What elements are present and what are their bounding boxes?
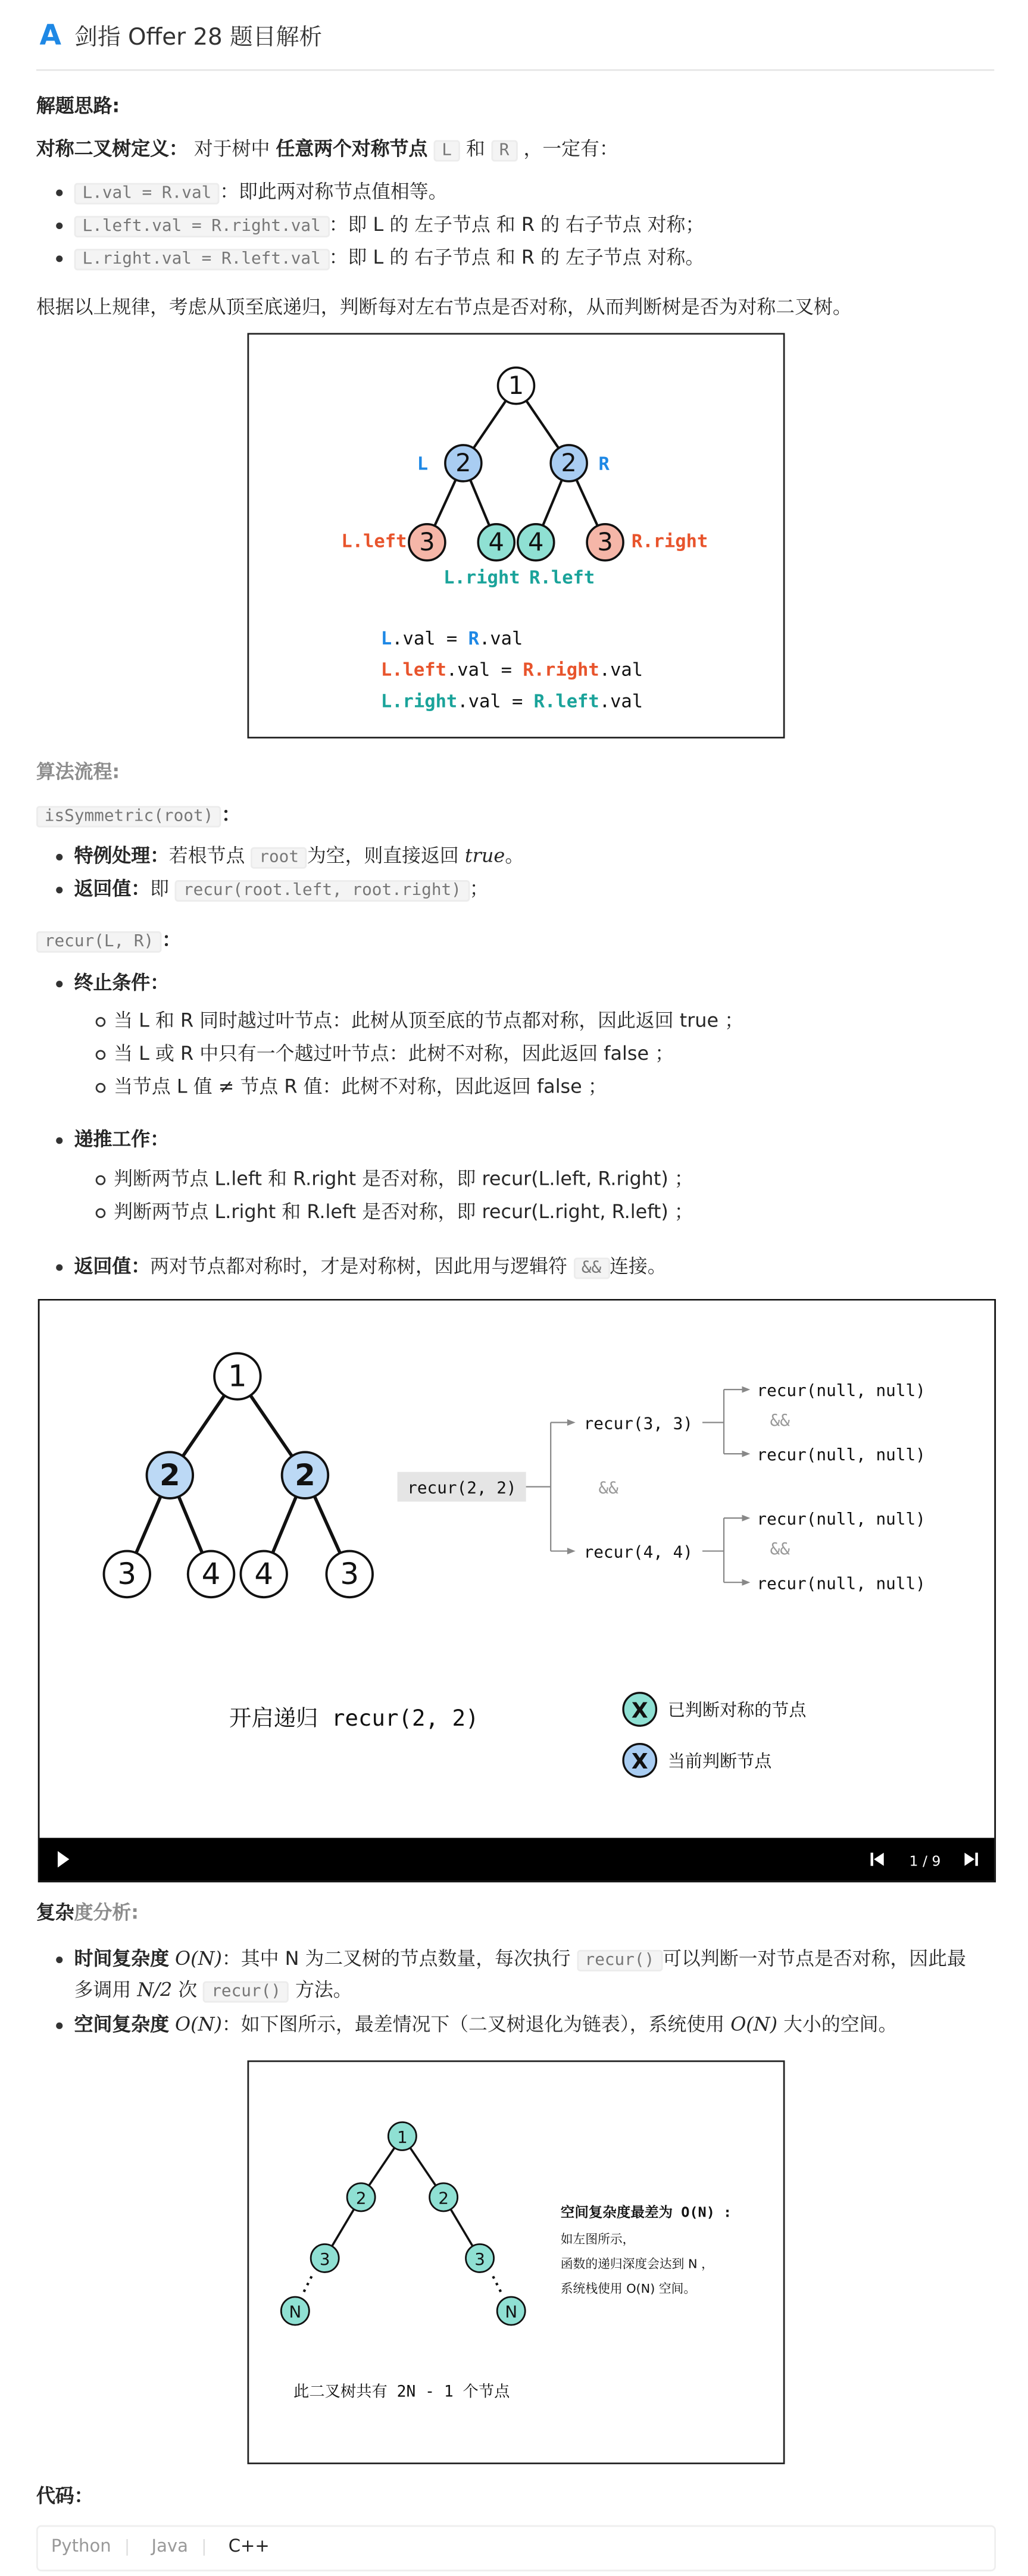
note-line: 系统栈使用 O(N) 空间。 [560, 2281, 696, 2296]
section-heading-code: 代码： [36, 2484, 93, 2508]
play-icon[interactable] [58, 1851, 69, 1868]
node-label: 2 [561, 448, 577, 478]
svg-text:X: X [631, 1749, 648, 1774]
svg-text:X: X [631, 1698, 648, 1723]
rule-item: L.left.val = R.right.val ：即 L 的 左子节点 和 R 的 右子节点 对称； [74, 211, 705, 241]
space-complexity-figure [248, 2061, 785, 2465]
page-title: 剑指 Offer 28 题目解析 [74, 24, 323, 51]
note-title: 空间复杂度最差为 O(N) : [560, 2203, 732, 2221]
list-item: 判断两节点 L.right 和 R.left 是否对称，即 recur(L.right, R.left) ； [114, 1200, 693, 1223]
svg-text:3: 3 [340, 1556, 360, 1591]
function-signature: isSymmetric(root) ： [36, 801, 240, 831]
leaf-call: recur(null, null) [757, 1445, 926, 1465]
leaf-call: recur(null, null) [757, 1381, 926, 1401]
header [39, 17, 322, 56]
equation-line: L.right.val = R.left.val [380, 691, 643, 712]
list-item: 返回值：两对节点都对称时，才是对称树，因此用与逻辑符 && 连接。 [74, 1253, 667, 1282]
animation-slide [38, 1299, 996, 1883]
svg-text:4: 4 [201, 1556, 221, 1591]
equation-line: L.left.val = R.right.val [380, 659, 643, 681]
svg-text:4: 4 [254, 1556, 274, 1591]
list-item: 特例处理：若根节点 root 为空，则直接返回 true。 [74, 842, 524, 872]
node-label: 4 [488, 527, 504, 557]
rule-item: L.val = R.val ：即此两对称节点值相等。 [74, 178, 448, 208]
note-line: 函数的递归深度会达到 N ， [560, 2256, 714, 2271]
summary-text: 根据以上规律，考虑从顶至底递归，判断每对左右节点是否对称，从而判断树是否为对称二叉树。 [36, 295, 852, 318]
node-label: 4 [528, 527, 544, 557]
call: recur(4, 4) [583, 1542, 693, 1562]
slide-caption: 开启递归 recur(2, 2) [229, 1705, 479, 1732]
app-logo-icon: A [39, 20, 61, 53]
tab-python[interactable]: Python [51, 2537, 111, 2557]
svg-text:1: 1 [397, 2127, 408, 2147]
svg-text:N: N [505, 2302, 518, 2322]
divider [36, 69, 994, 71]
tag-L-left: L.left [341, 531, 407, 552]
prev-icon[interactable] [871, 1852, 884, 1866]
player-controls [39, 1838, 994, 1881]
tree-diagram [249, 334, 783, 737]
list-item: 当 L 或 R 中只有一个越过叶节点：此树不对称，因此返回 false ； [114, 1041, 674, 1065]
svg-text:3: 3 [474, 2249, 485, 2269]
legend-label: 已判断对称的节点 [667, 1699, 807, 1720]
figure-caption: 此二叉树共有 2N - 1 个节点 [293, 2383, 510, 2401]
next-icon[interactable] [964, 1852, 977, 1866]
list-item: 当 L 和 R 同时越过叶节点：此树从顶至底的节点都对称，因此返回 true ； [114, 1009, 744, 1032]
and-op: && [770, 1410, 790, 1431]
section-heading-approach: 解题思路: [36, 93, 120, 117]
and-op: && [598, 1478, 618, 1498]
and-op: && [770, 1539, 790, 1559]
recursion-diagram [39, 1301, 994, 1838]
tag-R-left: R.left [529, 567, 595, 589]
slide-counter: 1 / 9 [909, 1852, 941, 1870]
list-item: 返回值：即 recur(root.left, root.right) ； [74, 875, 489, 905]
node-label: 3 [419, 527, 435, 557]
tab-cpp[interactable]: C++ [228, 2537, 270, 2557]
svg-text:3: 3 [319, 2249, 330, 2269]
time-complexity-cont: 多调用 N/2 次 recur() 方法。 [74, 1976, 352, 2006]
rec-label: 递推工作： [74, 1127, 169, 1151]
tag-R: R [598, 453, 610, 475]
node-label: 1 [508, 371, 524, 400]
svg-text:2: 2 [295, 1457, 315, 1492]
tag-R-right: R.right [631, 531, 708, 552]
section-heading-complexity: 复杂度分析: [36, 1900, 139, 1924]
list-item: 判断两节点 L.left 和 R.right 是否对称，即 recur(L.left, R.right) ； [114, 1167, 693, 1190]
note-line: 如左图所示， [560, 2231, 635, 2246]
symmetric-tree-figure [248, 333, 785, 738]
tag-L-right: L.right [443, 567, 520, 589]
equation-line: L.val = R.val [380, 628, 523, 650]
legend-label: 当前判断节点 [667, 1751, 772, 1771]
leaf-call: recur(null, null) [757, 1573, 926, 1594]
list-item: 当节点 L 值 ≠ 节点 R 值：此树不对称，因此返回 false ； [114, 1075, 607, 1098]
root-call: recur(2, 2) [407, 1478, 517, 1498]
svg-text:N: N [289, 2302, 302, 2322]
svg-text:2: 2 [159, 1457, 180, 1492]
space-complexity: 空间复杂度 O(N)：如下图所示，最差情况下（二叉树退化为链表），系统使用 O(N) 大小的空间。 [74, 2012, 898, 2036]
node-label: 2 [455, 448, 471, 478]
rule-item: L.right.val = R.left.val ：即 L 的 右子节点 和 R 的 左子节点 对称。 [74, 244, 705, 274]
svg-text:2: 2 [355, 2188, 367, 2208]
tag-L: L [417, 453, 429, 475]
function-signature: recur(L, R) ： [36, 927, 181, 956]
svg-text:2: 2 [438, 2188, 449, 2208]
definition-line: 对称二叉树定义： 对于树中 任意两个对称节点 L 和 R ，一定有： [36, 135, 618, 165]
svg-text:1: 1 [228, 1359, 247, 1394]
code-tabs: Python | Java | C++ [36, 2525, 996, 2572]
chain-tree-diagram [249, 2062, 783, 2462]
node-label: 3 [597, 527, 613, 557]
call: recur(3, 3) [583, 1413, 693, 1433]
tab-java[interactable]: Java [151, 2537, 188, 2557]
section-heading-algorithm: 算法流程: [36, 759, 120, 783]
svg-text:3: 3 [117, 1556, 137, 1591]
time-complexity: 时间复杂度 O(N)：其中 N 为二叉树的节点数量，每次执行 recur() 可以判断一对节点是否对称，因此最 [74, 1945, 966, 1975]
leaf-call: recur(null, null) [757, 1509, 926, 1529]
term-label: 终止条件： [74, 971, 169, 994]
